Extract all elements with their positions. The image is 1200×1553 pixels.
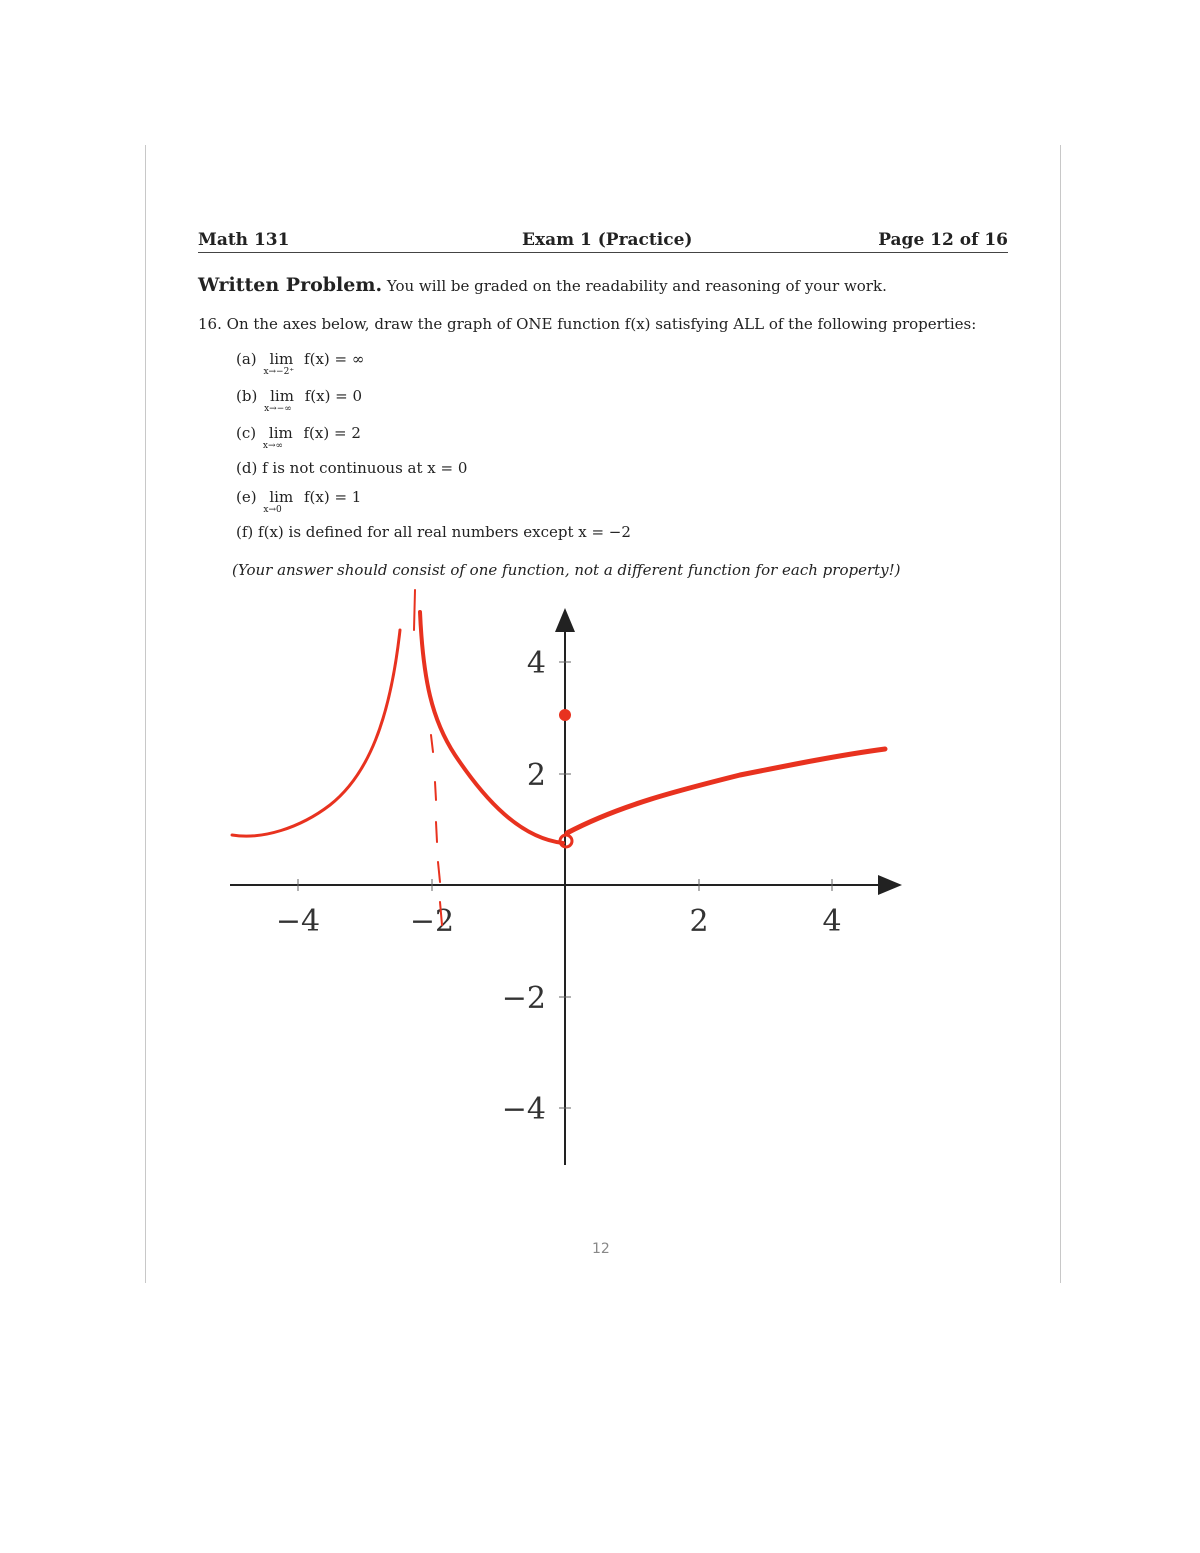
limit: lim x→−∞ [264,387,294,414]
y-tick-label: 2 [526,758,546,793]
property-label: (c) [236,424,257,442]
property-label: (d) [236,459,258,477]
limit-subscript: x→∞ [262,441,284,451]
page-number: 12 [592,1241,610,1257]
y-tick-label: 4 [526,646,546,681]
x-tick-label: 4 [822,904,842,939]
right-branch-curve [567,749,885,833]
instruction-note: (Your answer should consist of one function, not a different function for each property!) [232,561,901,579]
left-branch-curve [232,630,400,836]
limit: lim x→∞ [262,424,293,451]
property-label: (a) [236,350,257,368]
page-indicator: Page 12 of 16 [878,230,1008,250]
y-tick-label: −4 [501,1092,546,1127]
section-title: Written Problem. [198,274,383,296]
x-tick-label: −4 [275,904,321,939]
exam-title: Exam 1 (Practice) [522,230,693,250]
x-tick-label: 2 [689,904,709,939]
filled-point-marker [559,709,571,721]
limit: lim x→0 [263,488,294,515]
limit-subscript: x→0 [263,505,282,515]
vertical-asymptote-dashes [431,735,442,925]
property-expression: f(x) = 1 [303,488,362,506]
property-label: (f) [236,523,254,541]
problem-number: 16. [198,315,222,333]
property-label: (e) [236,488,257,506]
property-expression: f(x) = 0 [304,387,363,405]
pen-stroke [414,590,415,630]
problem-prompt: On the axes below, draw the graph of ONE function f(x) satisfying ALL of the following properties: [226,315,977,333]
section-subtitle: You will be graded on the readability and reasoning of your work. [386,277,887,295]
limit: lim x→−2⁺ [263,350,295,377]
course-name: Math 131 [198,230,290,250]
property-text: f is not continuous at x = 0 [262,459,468,477]
property-label: (b) [236,387,258,405]
handwritten-sketch [232,590,885,925]
x-tick-label: −2 [409,904,455,939]
property-text: f(x) is defined for all real numbers except x = −2 [258,523,631,541]
property-expression: f(x) = ∞ [304,350,365,368]
limit-subscript: x→−∞ [264,404,292,414]
property-expression: f(x) = 2 [303,424,361,442]
y-tick-label: −2 [501,981,546,1016]
limit-subscript: x→−2⁺ [263,367,295,377]
